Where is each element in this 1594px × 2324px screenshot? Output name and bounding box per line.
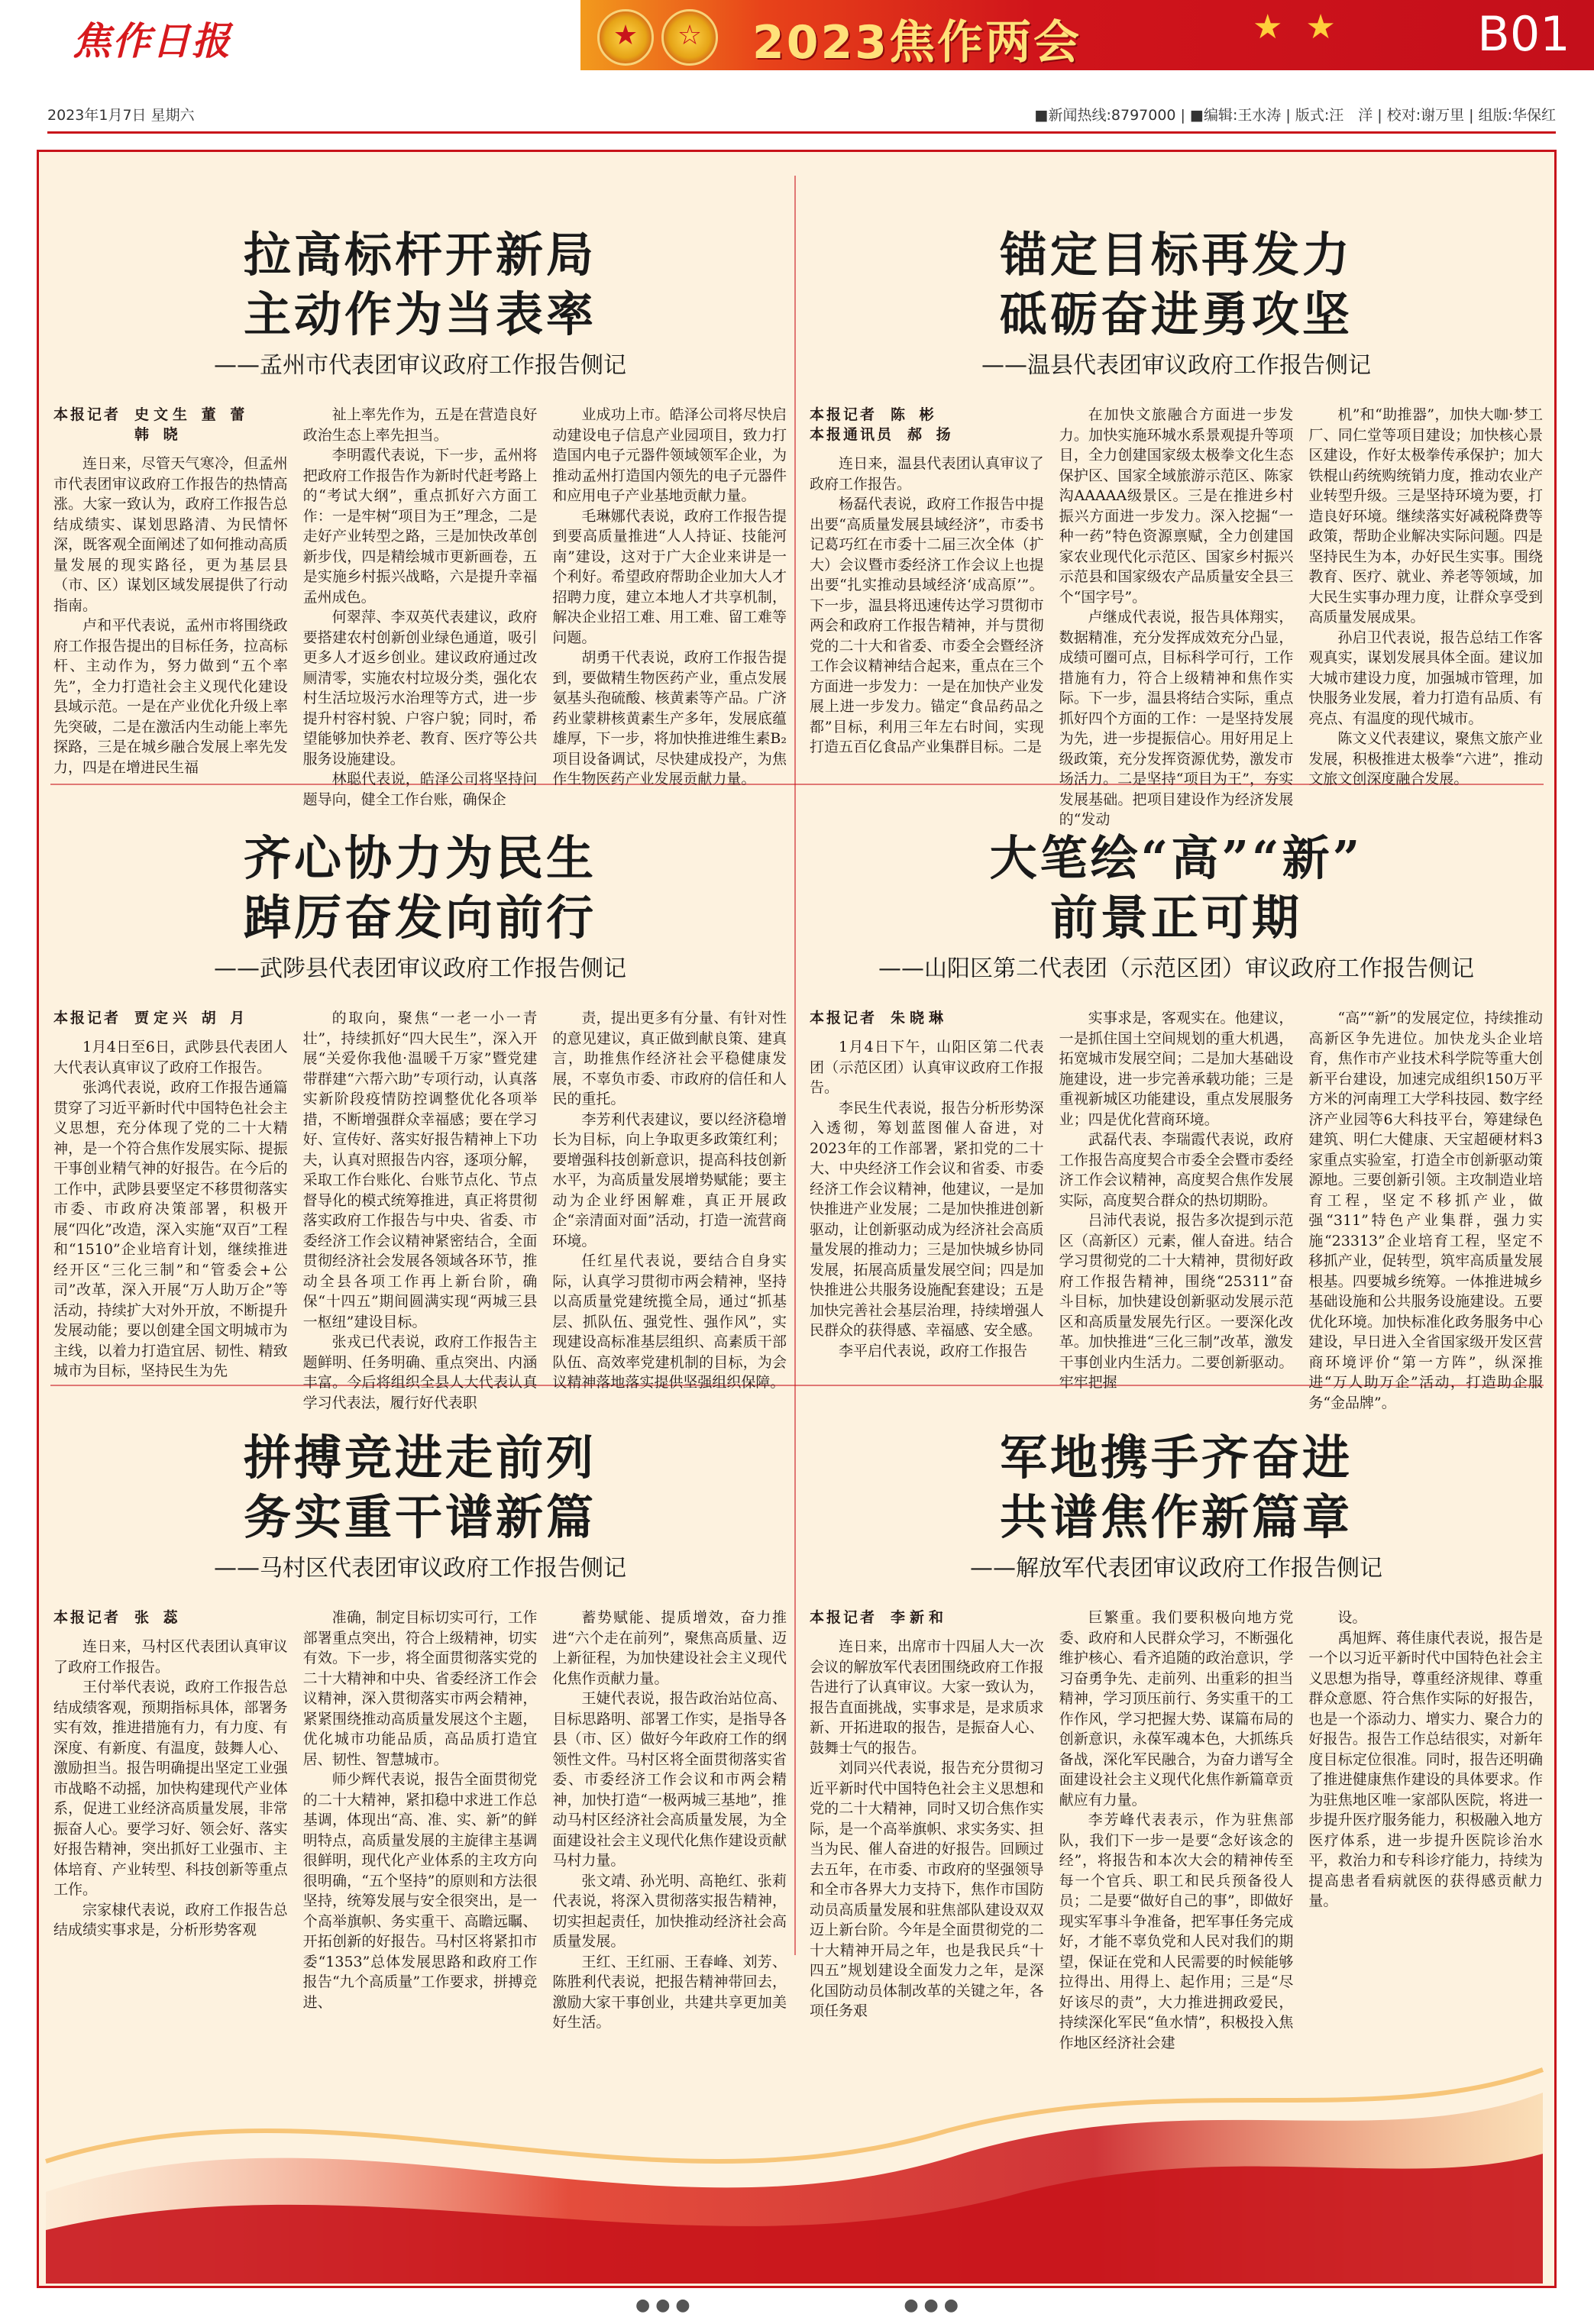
byline bbox=[810, 1608, 1044, 1627]
byline-role: 本报记者 bbox=[53, 1010, 121, 1026]
paragraph: 王付举代表说，政府工作报告总结成绩客观，预期指标具体，部署务实有效，推进措施有力，有力度、有深度、有新度、有温度，鼓舞人心、激励担当。报告明确提出坚定工业强市战略不动摇，加快构建现代产业体系，促进工业经济高质量发展，非常振奋人心。要学习好、领会好、落实好报告精神，突出抓好工业强市、主体培育、产业转型、科技创新等重点工作。 bbox=[53, 1679, 288, 1898]
column-divider bbox=[794, 176, 796, 1955]
text-column bbox=[1308, 1008, 1544, 1411]
paragraph: 李平启代表说，政府工作报告 bbox=[839, 1342, 1028, 1359]
paragraph: 1月4日至6日，武陟县代表团人大代表认真审议了政府工作报告。 bbox=[53, 1039, 288, 1076]
paragraph: 张鸿代表说，政府工作报告通篇贯穿了习近平新时代中国特色社会主义思想，充分体现了党的二十大精神，是一个符合焦作发展实际、提振干事创业精气神的好报告。在今后的工作中，武陟县要坚定不移贯彻落实市委、市政府决策部署，积极开展“四化”改造，深入实施“双百”工程和“1510”企业培育计划，继续推进经开区“三化三制”和“管委会+公司”改革，深入开展“万人助万企”等活动，持续扩大对外开放，不断提升发展动能；要以创建全国文明城市为主线，以着力打造宜居、韧性、精致城市为目标，坚持民生为先 bbox=[53, 1079, 288, 1379]
article-body bbox=[53, 1008, 787, 1411]
article-body bbox=[810, 1608, 1544, 2051]
text-column bbox=[1059, 405, 1294, 828]
text-column bbox=[552, 1608, 787, 2031]
byline-role: 本报记者 bbox=[53, 406, 121, 423]
paragraph: “高”“新”的发展定位，持续推动高新区争先进位。加快龙头企业培育，焦作市产业技术科学院等重大创新平台建设，加速完成组织150万平方米的河南理工大学科技园、数字经济产业园等6大科技平台，筹建绿色建筑、明仁大健康、天宝超硬材料3家重点实验室，打造全市创新驱动策源地。三要创新引领。主攻制造业培育工程，坚定不移抓产业，做强“311”特色产业集群，强力实施“23313”企业培育工程，坚定不移抓产业，促转型，筑牢高质量发展根基。四要城乡统筹。一体推进城乡基础设施和公共服务设施建设。五要优化环境。加快标准化政务服务中心建设，早日进入全省国家级开发区营商环境评价“第一方阵”，纵深推进“万人助万企”活动，打造助企服务“金品牌”。 bbox=[1308, 1010, 1544, 1411]
text-column bbox=[302, 405, 538, 808]
text-column bbox=[552, 1008, 787, 1391]
article-body bbox=[810, 405, 1544, 828]
paragraph: 连日来，尽管天气寒冷，但孟州市代表团审议政府工作报告的热情高涨。大家一致认为，政府工作报告总结成绩实、谋划思路清、为民情怀深，既客观全面阐述了如何推动高质量发展的现实路径，更为基层县（市、区）谋划区域发展提供了行动指南。 bbox=[53, 455, 288, 614]
byline-role bbox=[53, 426, 121, 443]
paragraph: 禹旭辉、蒋佳康代表说，报告是一个以习近平新时代中国特色社会主义思想为指导，尊重经济规律、尊重群众意愿、符合焦作实际的好报告，也是一个添动力、增实力、聚合力的好报告。报告工作总结很实，对新年度目标定位很准。同时，报告还明确了推进健康焦作建设的具体要求。作为驻焦地区唯一家部队医院，将进一步提升医疗服务能力，积极融入地方医疗体系，进一步提升医院诊治水平，救治力和专科诊疗能力，持续为提高患者看病就医的获得感贡献力量。 bbox=[1308, 1629, 1544, 1909]
byline bbox=[53, 1008, 288, 1028]
byline-role: 本报记者 bbox=[810, 1010, 878, 1026]
article-subtitle: ——温县代表团审议政府工作报告侧记 bbox=[981, 352, 1371, 379]
byline-role: 本报记者 bbox=[810, 1609, 878, 1626]
text-column bbox=[1308, 405, 1544, 787]
paragraph: 的取向，聚焦“一老一小一青壮”，持续抓好“四大民生”，深入开展“关爱你我他·温暖千万家”暨党建带群建“六帮六助”专项行动，认真落实新阶段疫情防控调整优化各项举措，不断增强群众幸福感；要在学习好、宣传好、落实好报告精神上下功夫，认真对照报告内容，逐项分解，采取工作台账化、台账节点化、节点督导化的模式统筹推进，真正将贯彻落实政府工作报告与中央、省委、市委经济工作会议精神紧密结合，全面贯彻经济社会发展各领域各环节，推动全县各项工作再上新台阶，确保“十四五”期间圆满实现“两城三县一枢纽”建设目标。 bbox=[302, 1010, 538, 1330]
article-subtitle: ——孟州市代表团审议政府工作报告侧记 bbox=[214, 352, 626, 379]
article-subtitle: ——武陟县代表团审议政府工作报告侧记 bbox=[214, 955, 626, 982]
paragraph: 林聪代表说，皓泽公司将坚持问题导向，健全工作台账，确保企 bbox=[302, 771, 538, 808]
article-title-line: 军地携手齐奋进 bbox=[999, 1430, 1353, 1485]
article-title-line: 前景正可期 bbox=[1049, 890, 1302, 945]
paragraph: 毛琳娜代表说，政府工作报告提到要高质量推进“人人持证、技能河南”建设，这对于广大企业来讲是一个利好。希望政府帮助企业加大人才招聘力度，建立本地人才共享机制，解决企业招工难、用工难、留工难等问题。 bbox=[552, 507, 787, 646]
byline-name: 李新和 bbox=[891, 1609, 949, 1626]
paragraph: 设。 bbox=[1337, 1609, 1367, 1626]
text-column bbox=[302, 1008, 538, 1411]
byline bbox=[53, 405, 288, 425]
byline-name: 朱晓琳 bbox=[891, 1010, 949, 1026]
paragraph: 连日来，温县代表团认真审议了政府工作报告。 bbox=[810, 455, 1044, 493]
paragraph: 武磊代表、李瑞霞代表说，政府工作报告高度契合市委全会暨市委经济工作会议精神，高度契合焦作发展实际，高度契合群众的热切期盼。 bbox=[1059, 1131, 1294, 1209]
paragraph: 准确，制定目标切实可行，工作部署重点突出，符合上级精神，切实有效。下一步，将全面贯彻落实党的二十大精神和中央、省委经济工作会议精神，深入贯彻落实市两会精神，紧紧围绕推动高质量发展这个主题，优化城市功能品质，高品质打造宜居、韧性、智慧城市。 bbox=[302, 1609, 538, 1768]
paragraph: 连日来，出席市十四届人大一次会议的解放军代表团围绕政府工作报告进行了认真审议。大家一致认为，报告直面挑战，实事求是，是求质求新、开拓进取的报告，是振奋人心、鼓舞士气的报告。 bbox=[810, 1638, 1044, 1757]
article-title-line: 拉高标杆开新局 bbox=[243, 227, 597, 283]
article-title-line: 大笔绘“高”“新” bbox=[989, 830, 1363, 886]
article-title-line: 踔厉奋发向前行 bbox=[243, 890, 597, 945]
article-title-line: 共谱焦作新篇章 bbox=[999, 1489, 1353, 1545]
paragraph: 王婕代表说，报告政治站位高、目标思路明、部署工作实，是指导各县（市、区）做好今年政府工作的纲领性文件。马村区将全面贯彻落实省委、市委经济工作会议和市两会精神，加快打造“一极两城三基地”，推动马村区经济社会高质量发展，为全面建设社会主义现代化焦作建设贡献马村力量。 bbox=[552, 1690, 787, 1869]
article-title-line: 务实重干谱新篇 bbox=[243, 1489, 597, 1545]
byline bbox=[53, 1608, 288, 1627]
byline-name: 陈 彬 bbox=[891, 406, 939, 423]
byline-name: 史文生 董 蕾 bbox=[134, 406, 250, 423]
byline bbox=[810, 1008, 1044, 1028]
byline bbox=[810, 405, 1044, 425]
byline-role: 本报通讯员 bbox=[810, 426, 894, 443]
editorial-credits: ■新闻热线:8797000 | ■编辑:王水涛 | 版式:汪 洋 | 校对:谢万里 | 组版:华保红 bbox=[1034, 107, 1556, 124]
text-column bbox=[53, 1608, 288, 2020]
event-title: 2023焦作两会 bbox=[752, 16, 1082, 69]
masthead bbox=[0, 0, 1594, 70]
text-column bbox=[810, 405, 1044, 755]
article-body bbox=[53, 1608, 787, 2031]
article-heading bbox=[53, 225, 787, 383]
article-subtitle: ——解放军代表团审议政府工作报告侧记 bbox=[970, 1555, 1382, 1582]
paragraph: 陈文义代表建议，聚焦文旅产业发展，积极推进太极拳“六进”，推动文旅文创深度融合发展。 bbox=[1308, 730, 1544, 787]
article-body bbox=[810, 1008, 1544, 1411]
paragraph: 1月4日下午，山阳区第二代表团（示范区团）认真审议政府工作报告。 bbox=[810, 1039, 1044, 1096]
paragraph: 张戎已代表说，政府工作报告主题鲜明、任务明确、重点突出、内涵丰富。今后将组织全县人大代表认真学习代表法，履行好代表职 bbox=[302, 1333, 538, 1411]
paragraph: 机”和“助推器”，加快大咖·梦工厂、同仁堂等项目建设；加快核心景区建设，作好太极拳传承保护；加大铁棍山药统购统销力度，推动农业产业转型升级。三是坚持环境为要，打造良好环境。继续落实好减税降费等政策，帮助企业解决实际问题。四是坚持民生为本，办好民生实事。围绕教育、医疗、就业、养老等领域，加大民生实事办理力度，让群众享受到高质量发展成果。 bbox=[1308, 406, 1544, 625]
article-title-line: 主动作为当表率 bbox=[243, 286, 597, 342]
text-column bbox=[1059, 1608, 1294, 2051]
paragraph: 业成功上市。皓泽公司将尽快启动建设电子信息产业园项目，致力打造国内电子元器件领域领军企业，为推动孟州打造国内领先的电子元器件和应用电子产业基地贡献力量。 bbox=[552, 406, 787, 504]
text-column bbox=[303, 1608, 538, 2020]
article-subtitle: ——山阳区第二代表团（示范区团）审议政府工作报告侧记 bbox=[878, 955, 1474, 982]
paragraph: 孙启卫代表说，报告总结工作客观真实，谋划发展具体全面。建议加大城市建设力度，加强城市管理，加快服务业发展，着力打造有品质、有亮点、有温度的现代城市。 bbox=[1308, 629, 1544, 727]
article-heading bbox=[810, 1428, 1543, 1585]
paragraph: 实事求是，客观实在。他建议，一是抓住国土空间规划的重大机遇，拓宽城市发展空间；二是加大基础设施建设，进一步完善承载功能；三是重视新城区功能建设，重点发展服务业；四是优化营商环境。 bbox=[1059, 1010, 1294, 1128]
paragraph: 连日来，马村区代表团认真审议了政府工作报告。 bbox=[53, 1638, 288, 1676]
byline-name: 张 蕊 bbox=[134, 1609, 183, 1626]
byline-name: 韩 晓 bbox=[134, 426, 183, 443]
paragraph: 卢继成代表说，报告具体翔实，数据精准，充分发挥成效充分凸显，成绩可圈可点，目标科学可行，工作措施有力，符合上级精神和焦作实际。下一步，温县将结合实际，重点抓好四个方面的工作：一是坚持发展为先，进一步提振信心。用好用足上级政策，充分发挥资源优势，激发市场活力。二是坚持“项目为王”，夯实发展基础。把项目建设作为经济发展的“发动 bbox=[1059, 609, 1294, 828]
byline-name: 贾定兴 胡 月 bbox=[134, 1010, 250, 1026]
national-emblem-icon: ★ bbox=[597, 9, 654, 66]
paragraph: 王红、王红丽、王春峰、刘芳、陈胜利代表说，把报告精神带回去，激励大家干事创业，共建共享更加美好生活。 bbox=[552, 1953, 787, 2031]
paragraph: 师少辉代表说，报告全面贯彻党的二十大精神，紧扣稳中求进工作总基调，体现出“高、准、实、新”的鲜明特点，高质量发展的主旋律主基调很鲜明，现代化产业体系的主攻方向很明确，“五个坚持”的原则和方法很坚持，统筹发展与安全很突出，是一个高举旗帜、务实重干、高瞻远瞩、开拓创新的好报告。马村区将紧扣市委“1353”总体发展思路和政府工作报告“九个高质量”工作要求，拼搏竞进、 bbox=[302, 1771, 538, 2011]
article-subtitle: ——马村区代表团审议政府工作报告侧记 bbox=[214, 1555, 626, 1582]
paragraph: 卢和平代表说，孟州市将围绕政府工作报告提出的目标任务，拉高标杆、主动作为，努力做到“五个率先”，全力打造社会主义现代化建设县域示范。一是在产业优化升级上率先突破，二是在激活内生动能上率先探路，三是在城乡融合发展上率先发力，四是在增进民生福 bbox=[53, 617, 288, 776]
article-title-line: 砥砺奋进勇攻坚 bbox=[999, 286, 1353, 342]
paragraph: 李芳峰代表表示，作为驻焦部队，我们下一步一是要“念好该念的经”，将报告和本次大会的精神传至每一个官兵、职工和民兵预备役人员；二是要“做好自己的事”，即做好现实军事斗争准备，把军事任务完成好，才能不辜负党和人民对我们的期望，保证在党和人民需要的时候能够拉得出、用得上、起作用；三是“尽好该尽的责”，大力推进拥政爱民，持续深化军民“鱼水情”，积极投入焦作地区经济社会建 bbox=[1059, 1812, 1294, 2051]
article-heading bbox=[53, 1428, 787, 1585]
text-column bbox=[1308, 1608, 1543, 2020]
article-title-line: 锚定目标再发力 bbox=[999, 227, 1353, 283]
byline-role: 本报记者 bbox=[810, 406, 878, 423]
text-column bbox=[53, 405, 288, 776]
page-number: B01 bbox=[1477, 6, 1570, 62]
paragraph: 李明霞代表说，下一步，孟州将把政府工作报告作为新时代赶考路上的“考试大纲”，重点抓好六方面工作：一是牢树“项目为王”理念，二是走好产业转型之路，三是加快改革创新步伐，四是精绘城市更新画卷，五是实施乡村振兴战略，六是提升幸福孟州成色。 bbox=[302, 447, 538, 606]
info-bar bbox=[47, 104, 1556, 127]
paragraph: 宗家棣代表说，政府工作报告总结成绩实事求是，分析形势客观 bbox=[53, 1901, 288, 1938]
cppcc-emblem-icon: ☆ bbox=[661, 9, 718, 66]
paragraph: 杨磊代表说，政府工作报告中提出要“高质量发展县域经济”，市委书记葛巧红在市委十二届三次全体（扩大）会议暨市委经济工作会议上也提出要“扎实推动县域经济‘成高原’”。下一步，温县将迅速传达学习贯彻市两会和政府工作报告精神，并与贯彻党的二十大和省委、市委全会暨经济工作会议精神结合起来，重点在三个方面进一步发力：一是在加快产业发展上进一步发力。锚定“食品药品之都”目标，利用三年左右时间，实现打造五百亿食品产业集群目标。二是 bbox=[810, 496, 1044, 755]
paragraph: 祉上率先作为，五是在营造良好政治生态上率先担当。 bbox=[302, 406, 538, 444]
paragraph: 李民生代表说，报告分析形势深入透彻，筹划蓝图催人奋进，对2023年的工作部署，紧扣党的二十大、中央经济工作会议和省委、市委经济工作会议精神，他建议，一是加快推进产业发展；二是加快推进创新驱动，让创新驱动成为经济社会高质量发展的推动力；三是加快城乡协同发展，拓展高质量发展空间；四是加快推进公共服务设施配套建设；五是加快完善社会基层治理，持续增强人民群众的获得感、幸福感、安全感。 bbox=[810, 1099, 1044, 1339]
article-title-line: 拼搏竞进走前列 bbox=[243, 1430, 597, 1485]
paragraph: 任红星代表说，要结合自身实际，认真学习贯彻市两会精神，坚持以高质量党建统揽全局，通过“抓基层、抓队伍、强党性、强作风”，实现建设高标准基层组织、高素质干部队伍、高效率党建机制的目标，为会议精神落地落实提供坚强组织保障。 bbox=[552, 1253, 787, 1391]
text-column bbox=[552, 405, 787, 787]
text-column bbox=[1059, 1008, 1294, 1391]
paragraph: 责，提出更多有分量、有针对性的意见建议，真正做到献良策、建真言，助推焦作经济社会平稳健康发展，不辜负市委、市政府的信任和人民的重托。 bbox=[552, 1010, 787, 1107]
byline-name: 郝 扬 bbox=[907, 426, 955, 443]
paragraph: 蓄势赋能、提质增效，奋力推进“六个走在前列”，聚焦高质量、迈上新征程，为加快建设社会主义现代化焦作贡献力量。 bbox=[552, 1609, 787, 1687]
article-heading bbox=[810, 225, 1543, 383]
paragraph: 胡勇干代表说，政府工作报告提到，要做精生物医药产业，重点发展氨基头孢硫酸、核黄素等产品。广济药业蒙耕核黄素生产多年，发展底蕴雄厚，下一步，将加快推进维生素B₂项目设备调试，尽快建成投产，为焦作生物医药产业发展贡献力量。 bbox=[552, 649, 787, 787]
text-column bbox=[53, 1008, 288, 1379]
event-banner bbox=[580, 0, 1594, 70]
issue-date: 2023年1月7日 星期六 bbox=[47, 107, 195, 124]
text-column bbox=[810, 1008, 1044, 1375]
byline bbox=[810, 425, 1044, 444]
paragraph: 张文靖、孙光明、高艳红、张莉代表说，将深入贯彻落实报告精神，切实担起责任，加快推动经济社会高质量发展。 bbox=[552, 1872, 787, 1950]
paragraph: 李芳利代表建议，要以经济稳增长为目标，向上争取更多政策红利；要增强科技创新意识，提高科技创新水平，为高质量发展增势赋能；要主动为企业纾困解难，真正开展政企“亲清面对面”活动，打造一流营商环境。 bbox=[552, 1110, 787, 1249]
byline bbox=[53, 425, 288, 444]
header-rule bbox=[47, 131, 1556, 134]
newspaper-logo: 焦作日报 bbox=[73, 18, 231, 63]
paragraph: 巨繁重。我们要积极向地方党委、政府和人民群众学习，不断强化维护核心、看齐追随的政治意识，学习奋勇争先、走前列、出重彩的担当精神，学习顶压前行、务实重干的工作作风，学习把握大势、谋篇布局的创新意识，永葆军魂本色，大抓练兵备战，深化军民融合，为奋力谱写全面建设社会主义现代化焦作新篇章贡献应有力量。 bbox=[1059, 1609, 1294, 1808]
article-body bbox=[53, 405, 787, 808]
article-title-line: 齐心协力为民生 bbox=[243, 830, 597, 886]
paragraph: 在加快文旅融合方面进一步发力。加快实施环城水系景观提升等项目，全力创建国家级太极拳文化生态保护区、国家全域旅游示范区、陈家沟AAAAA级景区。三是在推进乡村振兴方面进一步发力。深入挖掘“一种一药”特色资源禀赋，全力创建国家农业现代化示范区、国家乡村振兴示范县和国家级农产品质量安全县三个“国字号”。 bbox=[1059, 406, 1294, 606]
footer-dots-decoration: ● ● ● ● ● ● bbox=[635, 2296, 959, 2315]
article-heading bbox=[810, 829, 1543, 986]
byline-role: 本报记者 bbox=[53, 1609, 121, 1626]
text-column bbox=[810, 1608, 1044, 2020]
star-decoration-icon: ★ ★ bbox=[1253, 8, 1342, 47]
paragraph: 何翠萍、李双英代表建议，政府要搭建农村创新创业绿色通道，吸引更多人才返乡创业。建议政府通过改厕清零，实施农村垃圾分类，强化农村生活垃圾污水治理等方式，进一步提升村容村貌、户容户貌；同时，希望能够加快养老、教育、医疗等公共服务设施建设。 bbox=[302, 609, 538, 768]
paragraph: 刘同兴代表说，报告充分贯彻习近平新时代中国特色社会主义思想和党的二十大精神，同时又切合焦作实际，是一个高举旗帜、求实务实、担当为民、催人奋进的好报告。回顾过去五年，在市委、市政府的坚强领导和全市各界大力支持下，焦作市国防动员高质量发展和驻焦部队建设双双迈上新台阶。今年是全面贯彻党的二十大精神开局之年，也是我民兵“十四五”规划建设全面发力之年，是深化国防动员体制改革的关键之年，各项任务艰 bbox=[810, 1760, 1044, 2019]
paragraph: 吕沛代表说，报告多次提到示范区（高新区）元素，催人奋进。结合学习贯彻党的二十大精神，贯彻好政府工作报告精神，围绕“25311”奋斗目标，加快建设创新驱动发展示范区和高质量发展先行区。一要深化改革。加快推进“三化三制”改革，激发干事创业内生活力。二要创新驱动。牢牢把握 bbox=[1059, 1212, 1294, 1391]
article-heading bbox=[53, 829, 787, 986]
